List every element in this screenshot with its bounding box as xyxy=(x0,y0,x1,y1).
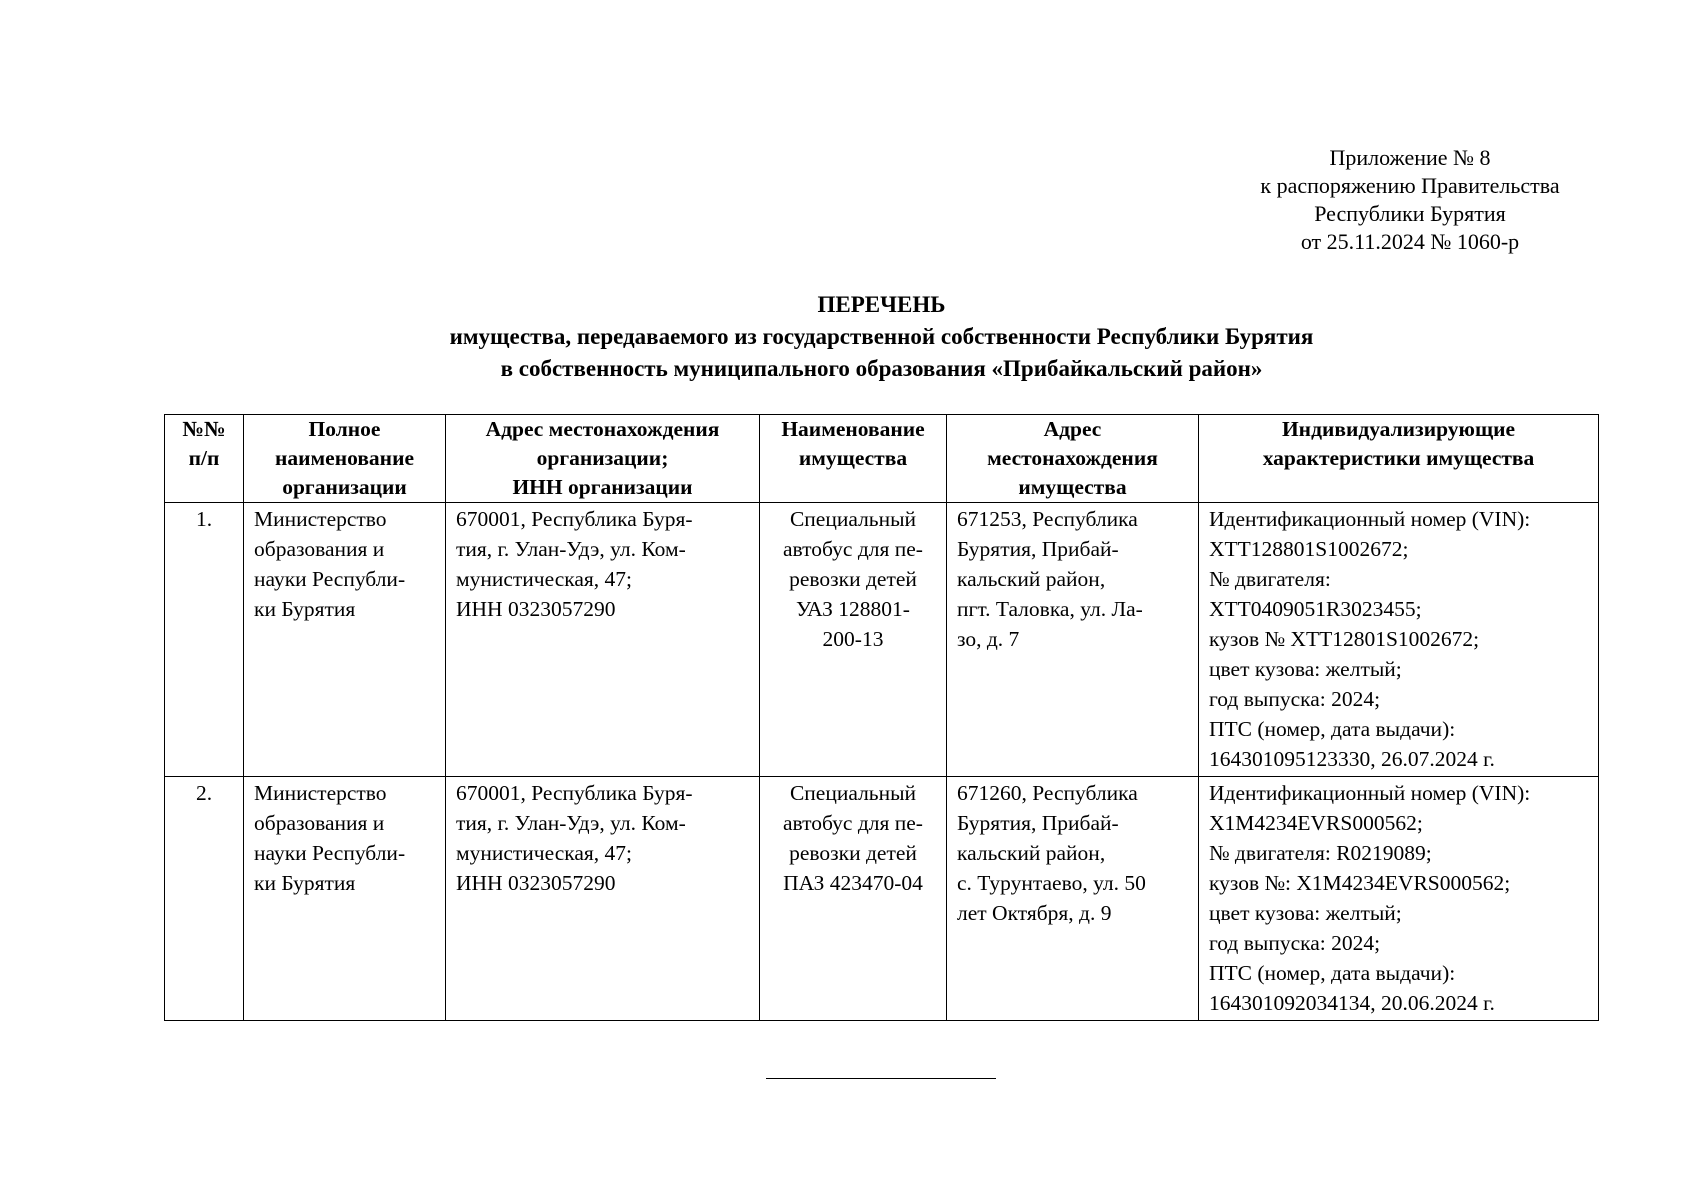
cell-line: тия, г. Улан-Удэ, ул. Ком- xyxy=(456,537,686,561)
cell-line: XTT0409051R3023455; xyxy=(1209,597,1422,621)
cell-line: кузов № XTT12801S1002672; xyxy=(1209,627,1480,651)
cell-line: науки Республи- xyxy=(254,841,406,865)
org-name-cell xyxy=(244,503,446,777)
property-address-cell xyxy=(947,503,1199,777)
cell-line: ПТС (номер, дата выдачи): xyxy=(1209,961,1456,985)
cell-line: 670001, Республика Буря- xyxy=(456,507,693,531)
property-name-cell xyxy=(760,777,947,1021)
cell-line: автобус для пе- xyxy=(783,537,923,561)
header-text: Адрес местонахождения xyxy=(485,417,720,441)
cell-line: автобус для пе- xyxy=(783,811,923,835)
header-property-name xyxy=(760,415,947,503)
table-row xyxy=(165,777,1599,1021)
characteristics-cell xyxy=(1199,503,1599,777)
cell-line: лет Октября, д. 9 xyxy=(957,901,1112,925)
appendix-line: от 25.11.2024 № 1060-р xyxy=(1300,229,1520,254)
cell-line: 164301092034134, 20.06.2024 г. xyxy=(1209,991,1495,1015)
cell-line: ИНН 0323057290 xyxy=(456,871,616,895)
cell-line: X1M4234EVRS000562; xyxy=(1209,811,1423,835)
cell-line: кальский район, xyxy=(957,567,1106,591)
cell-line: с. Турунтаево, ул. 50 xyxy=(957,871,1146,895)
header-text: Полное xyxy=(308,417,381,441)
appendix-line: к распоряжению Правительства xyxy=(1260,173,1560,198)
cell-line: мунистическая, 47; xyxy=(456,841,633,865)
org-name-cell xyxy=(244,777,446,1021)
cell-line: № двигателя: xyxy=(1209,567,1331,591)
property-table xyxy=(164,414,1599,1021)
header-text: организации xyxy=(282,475,407,499)
title-heading: ПЕРЕЧЕНЬ xyxy=(817,292,946,317)
cell-line: Идентификационный номер (VIN): xyxy=(1209,781,1531,805)
table-row xyxy=(165,503,1599,777)
header-text: имущества xyxy=(1018,475,1127,499)
header-text: ИНН организации xyxy=(512,475,693,499)
cell-line: Специальный xyxy=(789,781,917,805)
cell-line: Специальный xyxy=(789,507,917,531)
header-characteristics xyxy=(1199,415,1599,503)
cell-line: ревозки детей xyxy=(789,567,917,591)
header-text: Индивидуализирующие xyxy=(1281,417,1516,441)
cell-line: 671260, Республика xyxy=(957,781,1138,805)
cell-line: год выпуска: 2024; xyxy=(1209,931,1381,955)
header-property-address xyxy=(947,415,1199,503)
cell-line: Идентификационный номер (VIN): xyxy=(1209,507,1531,531)
row-number: 2. xyxy=(165,777,244,1021)
cell-line: кальский район, xyxy=(957,841,1106,865)
document-title xyxy=(0,289,1698,385)
cell-line: Бурятия, Прибай- xyxy=(957,537,1119,561)
cell-line: 670001, Республика Буря- xyxy=(456,781,693,805)
cell-line: ки Бурятия xyxy=(254,597,356,621)
cell-line: ревозки детей xyxy=(789,841,917,865)
cell-line: образования и xyxy=(254,537,385,561)
end-rule xyxy=(766,1078,996,1079)
characteristics-cell xyxy=(1199,777,1599,1021)
cell-line: цвет кузова: желтый; xyxy=(1209,901,1402,925)
header-text: местонахождения xyxy=(987,446,1158,470)
cell-line: 200-13 xyxy=(822,627,884,651)
appendix-line: Республики Бурятия xyxy=(1314,201,1506,226)
cell-line: зо, д. 7 xyxy=(957,627,1020,651)
cell-line: ПАЗ 423470-04 xyxy=(783,871,923,895)
header-text: п/п xyxy=(188,446,220,470)
cell-line: кузов №: X1M4234EVRS000562; xyxy=(1209,871,1511,895)
cell-line: XTT128801S1002672; xyxy=(1209,537,1409,561)
header-number xyxy=(165,415,244,503)
cell-line: № двигателя: R0219089; xyxy=(1209,841,1432,865)
header-text: организации; xyxy=(536,446,669,470)
org-address-cell xyxy=(446,503,760,777)
cell-line: ПТС (номер, дата выдачи): xyxy=(1209,717,1456,741)
cell-line: образования и xyxy=(254,811,385,835)
cell-line: Министерство xyxy=(254,781,387,805)
header-text: №№ xyxy=(182,417,226,441)
cell-line: 164301095123330, 26.07.2024 г. xyxy=(1209,747,1495,771)
title-line: в собственность муниципального образования «Прибайкальский район» xyxy=(500,356,1263,381)
property-address-cell xyxy=(947,777,1199,1021)
cell-line: 671253, Республика xyxy=(957,507,1138,531)
cell-line: ИНН 0323057290 xyxy=(456,597,616,621)
header-org-name xyxy=(244,415,446,503)
cell-line: Министерство xyxy=(254,507,387,531)
appendix-line: Приложение № 8 xyxy=(1329,145,1491,170)
cell-line: год выпуска: 2024; xyxy=(1209,687,1381,711)
cell-line: науки Республи- xyxy=(254,567,406,591)
cell-line: УАЗ 128801- xyxy=(796,597,910,621)
cell-line: тия, г. Улан-Удэ, ул. Ком- xyxy=(456,811,686,835)
cell-line: пгт. Таловка, ул. Ла- xyxy=(957,597,1143,621)
header-text: имущества xyxy=(798,446,908,470)
cell-line: цвет кузова: желтый; xyxy=(1209,657,1402,681)
property-name-cell xyxy=(760,503,947,777)
header-text: характеристики имущества xyxy=(1262,446,1535,470)
header-text: наименование xyxy=(275,446,414,470)
cell-line: Бурятия, Прибай- xyxy=(957,811,1119,835)
org-address-cell xyxy=(446,777,760,1021)
header-text: Адрес xyxy=(1043,417,1102,441)
appendix-note xyxy=(1240,144,1580,256)
header-text: Наименование xyxy=(781,417,925,441)
cell-line: ки Бурятия xyxy=(254,871,356,895)
cell-line: мунистическая, 47; xyxy=(456,567,633,591)
header-org-address xyxy=(446,415,760,503)
title-line: имущества, передаваемого из государственной собственности Республики Бурятия xyxy=(449,324,1314,349)
row-number: 1. xyxy=(165,503,244,777)
table-header-row xyxy=(165,415,1599,503)
